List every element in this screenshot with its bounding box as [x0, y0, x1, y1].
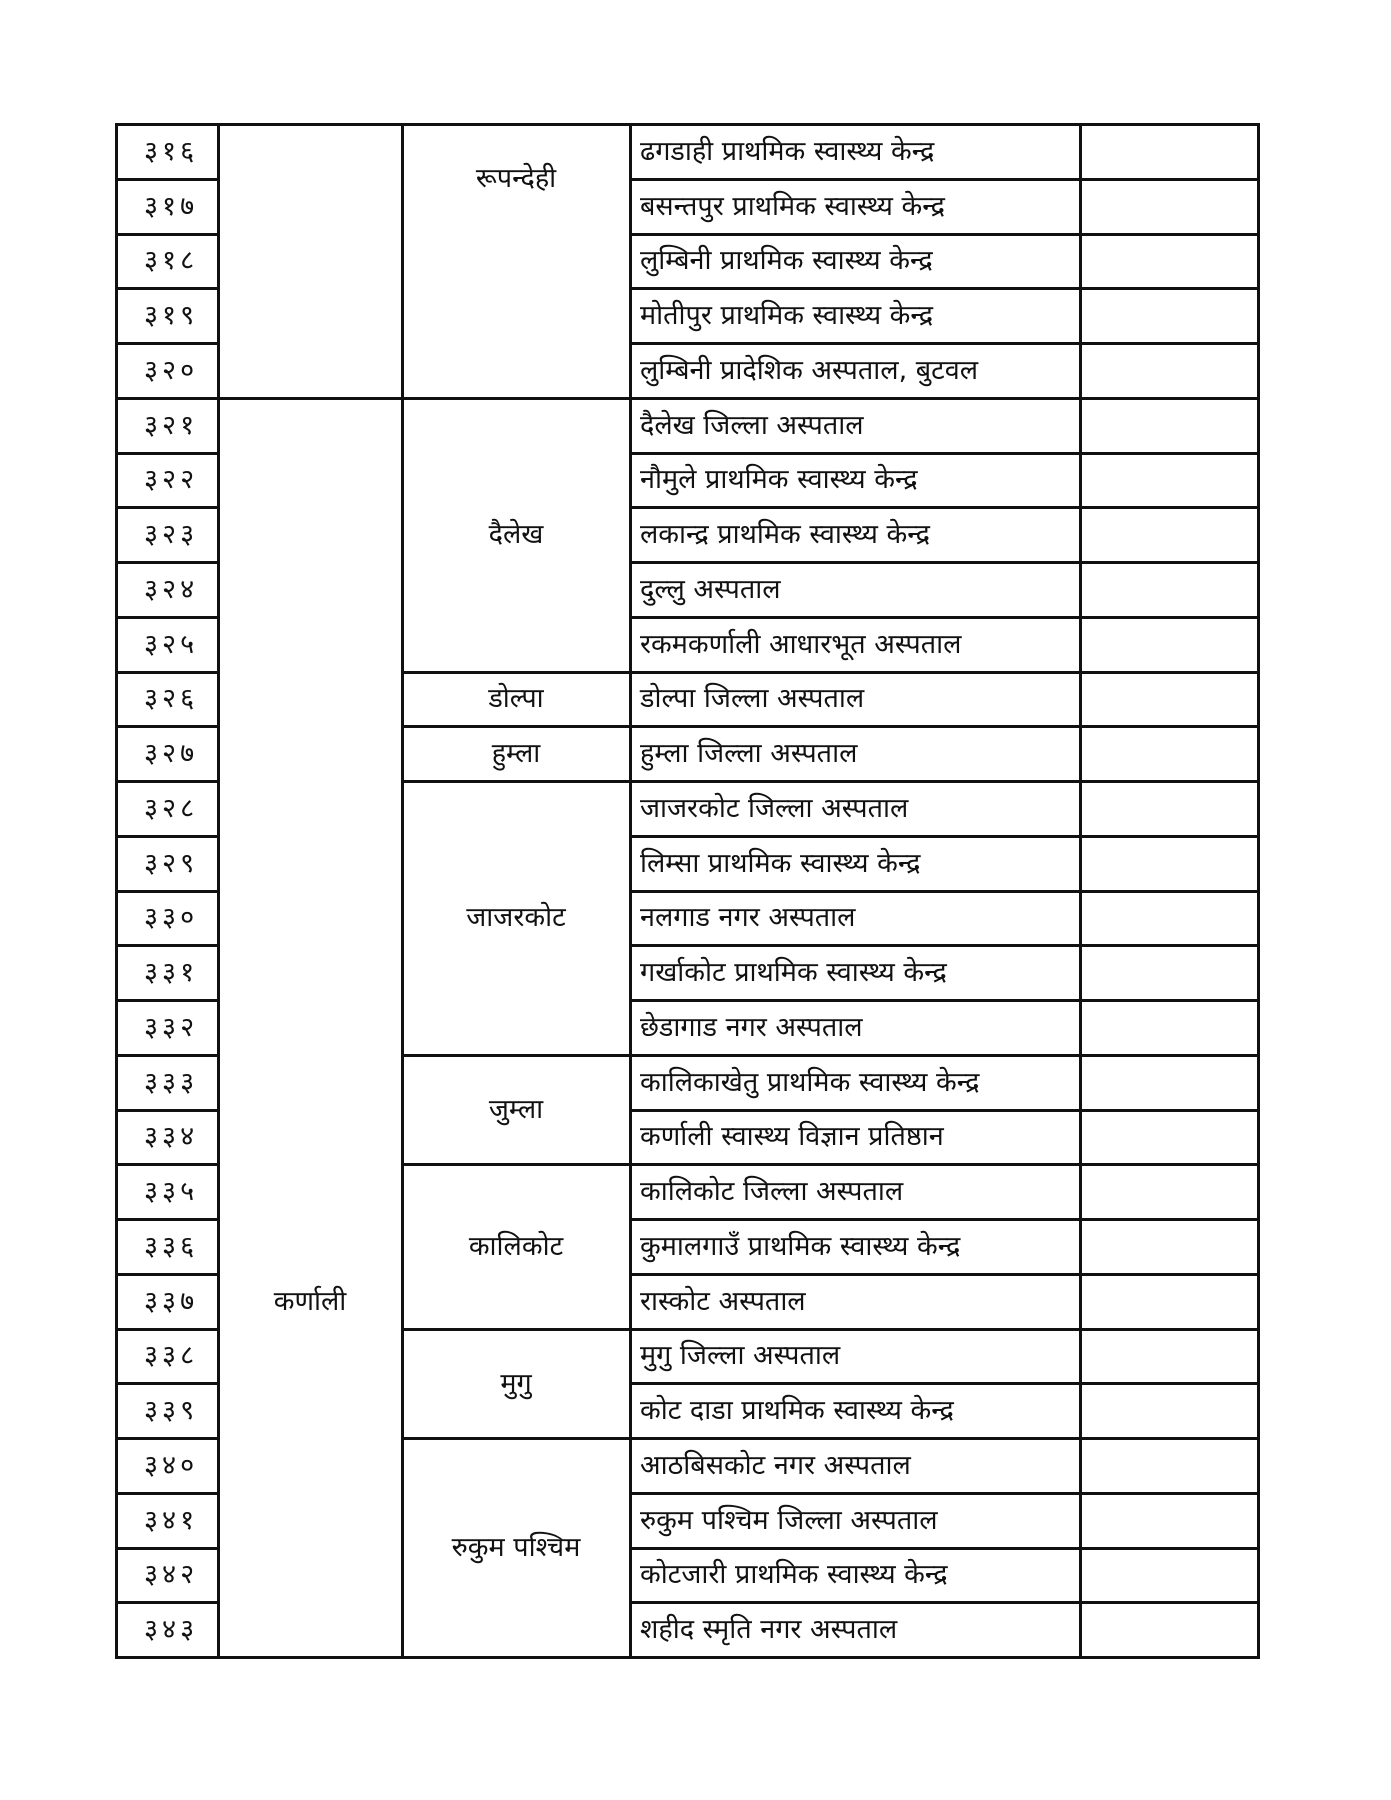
serial-number: ३२७ [144, 738, 199, 770]
remarks-cell [1082, 1166, 1256, 1217]
remarks-cell [1082, 1495, 1256, 1546]
facility-name: मोतीपुर प्राथमिक स्वास्थ्य केन्द्र [640, 300, 934, 332]
district-name: जाजरकोट [466, 902, 566, 934]
district-name: मुगु [500, 1367, 532, 1399]
serial-number: ३२२ [144, 464, 199, 496]
facility-name: नौमुले प्राथमिक स्वास्थ्य केन्द्र [640, 464, 918, 496]
serial-number: ३३५ [144, 1176, 199, 1208]
facility-name: जाजरकोट जिल्ला अस्पताल [640, 792, 909, 824]
remarks-cell [1082, 619, 1256, 670]
facility-name: कोटजारी प्राथमिक स्वास्थ्य केन्द्र [640, 1559, 948, 1591]
serial-number: ३२६ [144, 683, 199, 715]
district-name: कालिकोट [468, 1230, 564, 1262]
remarks-cell [1082, 1002, 1256, 1053]
serial-number: ३१७ [144, 190, 199, 222]
remarks-cell [1082, 1550, 1256, 1601]
remarks-cell [1082, 838, 1256, 889]
serial-number: ३३२ [144, 1011, 199, 1043]
serial-number: ३२९ [144, 847, 199, 879]
facility-name: लकान्द्र प्राथमिक स्वास्थ्य केन्द्र [640, 519, 930, 551]
serial-number: ३३४ [144, 1121, 199, 1153]
facility-name: कालिकाखेतु प्राथमिक स्वास्थ्य केन्द्र [640, 1066, 980, 1098]
facility-name: कर्णाली स्वास्थ्य विज्ञान प्रतिष्ठान [640, 1121, 944, 1153]
serial-number: ३३३ [144, 1066, 199, 1098]
remarks-cell [1082, 126, 1256, 177]
province-name: कर्णाली [273, 1285, 347, 1317]
remarks-cell [1082, 1057, 1256, 1108]
remarks-cell [1082, 290, 1256, 341]
facility-name: कोट दाडा प्राथमिक स्वास्थ्य केन्द्र [640, 1395, 954, 1427]
facility-name: गर्खाकोट प्राथमिक स्वास्थ्य केन्द्र [640, 957, 947, 989]
remarks-cell [1082, 674, 1256, 725]
remarks-cell [1082, 1604, 1256, 1655]
remarks-cell [1082, 728, 1256, 779]
remarks-cell [1082, 236, 1256, 287]
district-bottom-border [401, 1656, 632, 1659]
remarks-cell [1082, 1221, 1256, 1272]
remarks-cell [1082, 509, 1256, 560]
district-name: जुम्ला [488, 1094, 544, 1125]
remarks-cell [1082, 1276, 1256, 1327]
district-name: डोल्पा [488, 683, 544, 715]
serial-number: ३४१ [144, 1504, 199, 1536]
serial-number: ३३६ [144, 1230, 199, 1262]
remarks-cell [1082, 455, 1256, 506]
facility-name: मुगु जिल्ला अस्पताल [640, 1340, 841, 1372]
remarks-cell [1082, 1331, 1256, 1382]
remarks-cell [1082, 1440, 1256, 1491]
district-name: दैलेख [488, 519, 544, 551]
facility-name: कालिकोट जिल्ला अस्पताल [640, 1176, 904, 1208]
facility-name: दैलेख जिल्ला अस्पताल [640, 409, 864, 441]
remarks-cell [1082, 400, 1256, 451]
serial-number: ३३७ [144, 1285, 199, 1317]
serial-number: ३२८ [144, 792, 199, 824]
facility-name: शहीद स्मृति नगर अस्पताल [640, 1614, 898, 1646]
facility-name: हुम्ला जिल्ला अस्पताल [640, 738, 858, 770]
facility-name: लुम्बिनी प्रादेशिक अस्पताल, बुटवल [640, 354, 979, 386]
remarks-cell [1082, 947, 1256, 998]
facility-name: छेडागाड नगर अस्पताल [640, 1011, 863, 1043]
facility-name: रुकुम पश्चिम जिल्ला अस्पताल [640, 1504, 938, 1536]
serial-number: ३१६ [144, 135, 199, 167]
facility-name: बसन्तपुर प्राथमिक स्वास्थ्य केन्द्र [640, 190, 945, 222]
serial-number: ३४३ [144, 1614, 199, 1646]
district-name: रुकुम पश्चिम [451, 1532, 581, 1563]
province-bottom-border [217, 1656, 404, 1659]
facility-name: नलगाड नगर अस्पताल [640, 902, 856, 934]
serial-number: ३४० [144, 1449, 199, 1481]
facility-name: डोल्पा जिल्ला अस्पताल [640, 683, 865, 715]
facility-name: आठबिसकोट नगर अस्पताल [640, 1449, 911, 1481]
facility-name: रास्कोट अस्पताल [640, 1285, 806, 1317]
remarks-cell [1082, 783, 1256, 834]
remarks-cell [1082, 345, 1256, 396]
district-name: हुम्ला [491, 738, 541, 770]
remarks-cell [1082, 181, 1256, 232]
facility-name: रकमकर्णाली आधारभूत अस्पताल [640, 628, 962, 660]
serial-number: ३२१ [144, 409, 199, 441]
sn-row-border [115, 1656, 220, 1659]
serial-number: ३३० [144, 902, 199, 934]
serial-number: ३१८ [144, 245, 199, 277]
facility-name: दुल्लु अस्पताल [640, 573, 781, 605]
facility-name: लिम्सा प्राथमिक स्वास्थ्य केन्द्र [640, 847, 921, 879]
facility-row-border [629, 1656, 1260, 1659]
serial-number: ३२० [144, 354, 199, 386]
facility-name: ढगडाही प्राथमिक स्वास्थ्य केन्द्र [640, 135, 935, 167]
remarks-cell [1082, 1112, 1256, 1163]
serial-number: ३२४ [144, 573, 199, 605]
serial-number: ३३९ [144, 1395, 199, 1427]
serial-number: ३२५ [144, 628, 199, 660]
province-border [217, 397, 404, 400]
remarks-cell [1082, 564, 1256, 615]
remarks-cell [1082, 893, 1256, 944]
serial-number: ३४२ [144, 1559, 199, 1591]
serial-number: ३१९ [144, 300, 199, 332]
district-name: रूपन्देही [475, 163, 557, 195]
facility-name: कुमालगाउँ प्राथमिक स्वास्थ्य केन्द्र [640, 1230, 961, 1262]
facility-name: लुम्बिनी प्राथमिक स्वास्थ्य केन्द्र [640, 245, 933, 277]
serial-number: ३३१ [144, 957, 199, 989]
remarks-cell [1082, 1385, 1256, 1436]
serial-number: ३२३ [144, 519, 199, 551]
serial-number: ३३८ [144, 1340, 199, 1372]
province-top-border [217, 123, 404, 126]
